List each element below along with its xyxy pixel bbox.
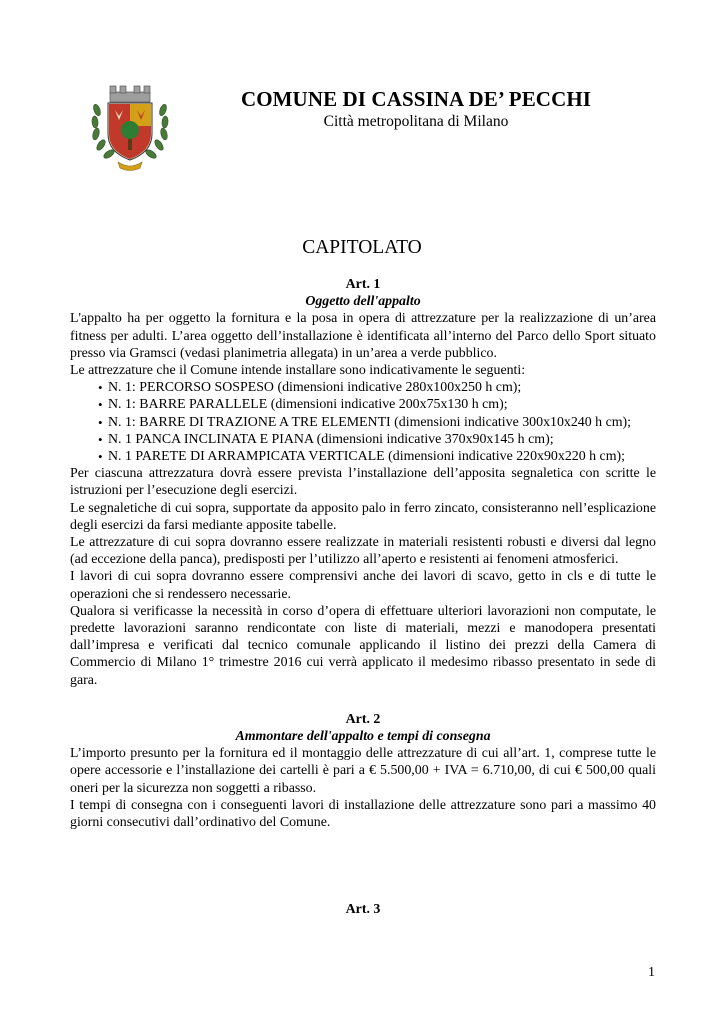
article-heading: Ammontare dell'appalto e tempi di consegna	[235, 729, 491, 745]
list-item-text: N. 1: BARRE PARALLELE (dimensioni indicative 200x75x130 h cm);	[108, 397, 508, 413]
list-item	[70, 414, 656, 431]
municipality-subtitle: Città metropolitana di Milano	[323, 113, 509, 130]
paragraph: I tempi di consegna con i conseguenti lavori di installazione delle attrezzature sono pari a massimo 40 giorni consecutivi dall’ordinativo del Comune.	[70, 797, 656, 831]
coat-of-arms-icon	[88, 82, 172, 174]
list-item	[70, 379, 656, 396]
equipment-list	[70, 379, 656, 465]
article-number: Art. 2	[345, 711, 381, 727]
article-number: Art. 3	[345, 902, 381, 918]
bullet-icon: •	[98, 449, 103, 465]
document-title: CAPITOLATO	[302, 237, 422, 258]
list-item	[70, 448, 656, 465]
bullet-icon: •	[98, 397, 103, 413]
article-1	[70, 276, 656, 689]
document-body	[70, 276, 656, 919]
list-item	[70, 431, 656, 448]
municipality-title: COMUNE DI CASSINA DE’ PECCHI	[240, 87, 592, 111]
paragraph: I lavori di cui sopra dovranno essere comprensivi anche dei lavori di scavo, getto in cls e di tutte le operazioni che si rendessero necessarie.	[70, 569, 656, 602]
paragraph: Le attrezzature che il Comune intende installare sono indicativamente le seguenti:	[70, 363, 526, 379]
list-item	[70, 396, 656, 413]
paragraph: Qualora si verificasse la necessità in corso d’opera di effettuare ulteriori lavorazioni non computate, le predette lavorazioni saranno rendicontate con liste di materiali, mezzi e manodopera presentati dall’impresa e verificati dal tecnico comunale applicando il listino dei prezzi della Camera di Commercio di Milano 1° trimestre 2016 cui verrà applicato il medesimo ribasso presentato in sede di gara.	[70, 603, 656, 688]
bullet-icon: •	[98, 380, 103, 396]
paragraph: L’importo presunto per la fornitura ed il montaggio delle attrezzature di cui all’art. 1, comprese tutte le opere accessorie e l’installazione dei cartelli è pari a € 5.500,00 + IVA = 6.710,00, di cui € 500,00 quali oneri per la sicurezza non soggetti a ribasso.	[70, 746, 656, 796]
paragraph: Le segnaletiche di cui sopra, supportate da apposito palo in ferro zincato, consisteranno nell’esplicazione degli esercizi da farsi mediante apposite tabelle.	[70, 500, 656, 533]
bullet-icon: •	[98, 414, 103, 430]
paragraph: Per ciascuna attrezzatura dovrà essere prevista l’installazione dell’apposita segnaletica con scritte le istruzioni per l’esecuzione degli esercizi.	[70, 466, 656, 499]
paragraph: L'appalto ha per oggetto la fornitura e la posa in opera di attrezzature per la realizzazione di un’area fitness per adulti. L’area oggetto dell’installazione è identificata all’interno del Parco dello Sport situato presso via Gramsci (vedasi planimetria allegata) in un’area a verde pubblico.	[70, 311, 656, 361]
bullet-icon: •	[98, 431, 103, 447]
paragraph: Le attrezzature di cui sopra dovranno essere realizzate in materiali resistenti robusti e diversi dal legno (ad eccezione della panca), predisposti per l’utilizzo all’aperto e resistenti ai fenomeni atmosferici.	[70, 535, 656, 568]
article-number: Art. 1	[345, 277, 381, 292]
list-item-text: N. 1: PERCORSO SOSPESO (dimensioni indicative 280x100x250 h cm);	[108, 380, 522, 396]
article-2	[70, 711, 656, 831]
article-3	[70, 901, 656, 918]
list-item-text: N. 1 PANCA INCLINATA E PIANA (dimensioni indicative 370x90x145 h cm);	[108, 431, 554, 447]
list-item-text: N. 1 PARETE DI ARRAMPICATA VERTICALE (dimensioni indicative 220x90x220 h cm);	[108, 449, 626, 465]
article-heading: Oggetto dell'appalto	[305, 294, 421, 310]
list-item-text: N. 1: BARRE DI TRAZIONE A TRE ELEMENTI (dimensioni indicative 300x10x240 h cm);	[108, 414, 632, 430]
page-number: 1	[648, 965, 655, 980]
